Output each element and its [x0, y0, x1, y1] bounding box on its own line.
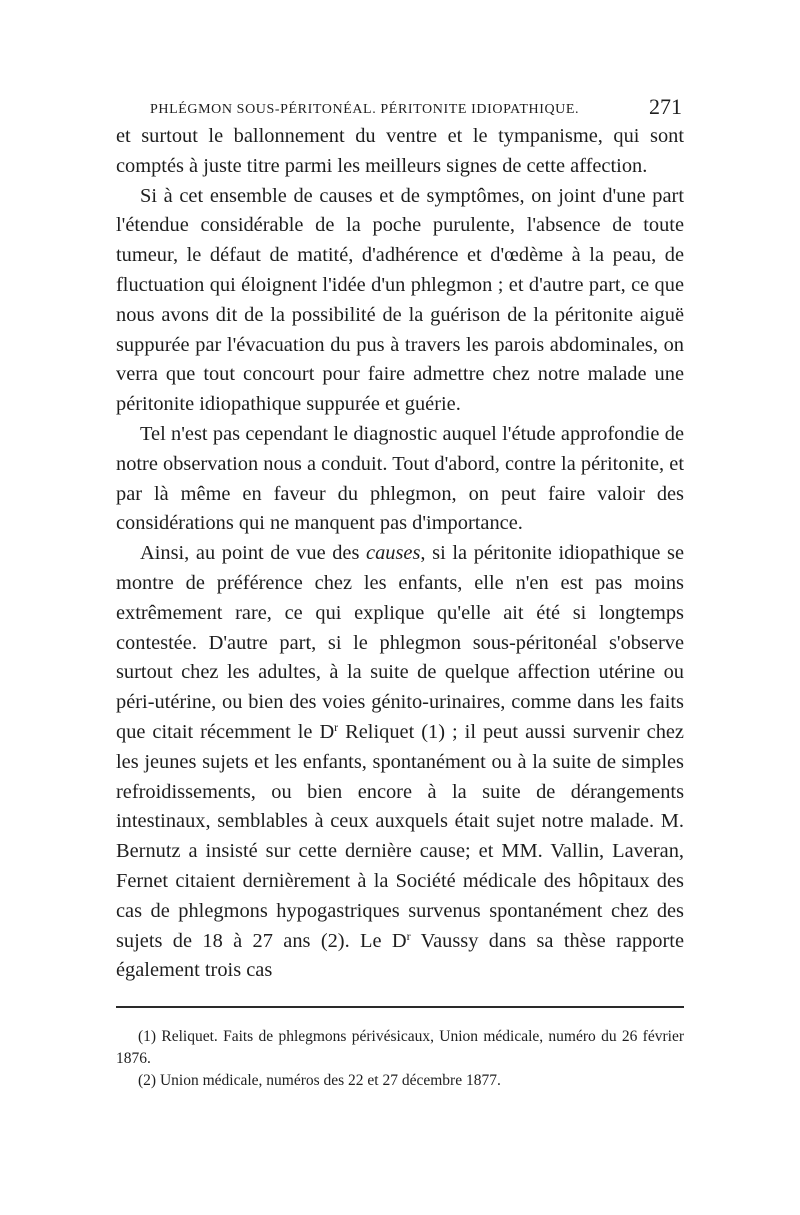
paragraph-4-part-c: Reliquet (1) ; il peut aussi survenir chez les jeunes sujets et les enfants, spontanément ou à la suite de simples refroidissements, ou bien encore à la suite de dérangements intestinaux, semblables à ceux auxquels était sujet notre malade. M. Bernutz a insisté sur cette dernière cause; et MM. Vallin, Laveran, Fernet citaient dernièrement à la Société médicale des hôpitaux des cas de phlegmons hypogastriques survenus spontanément chez des sujets de 18 à 27 ans (2). Le D — [116, 720, 684, 952]
page-number: 271 — [649, 94, 682, 119]
superscript-r-2: r — [406, 928, 411, 943]
footnote-divider — [116, 1006, 684, 1008]
book-page — [116, 92, 684, 1092]
paragraph-4-part-a: Ainsi, au point de vue des — [140, 542, 367, 565]
running-head — [116, 92, 684, 122]
superscript-r-1: r — [334, 719, 339, 734]
paragraph-4-part-d: Vaussy dans sa thèse rapporte également trois cas — [116, 929, 685, 982]
paragraph-4-part-b: , si la péritonite idiopathique se montre de préférence chez les enfants, elle n'en est pas moins extrêmement rare, ce qui explique qu'elle ait été si longtemps contestée. D'autre part, si le phlegmon sous-péritonéal s'observe surtout chez les adultes, à la suite de quelque affection utérine ou péri-utérine, ou bien des voies génito-urinaires, comme dans les faits que citait récemment le D — [116, 542, 684, 743]
body-text — [116, 122, 684, 986]
footnote-2: (2) Union médicale, numéros des 22 et 27 décembre 1877. — [138, 1072, 501, 1090]
emphasis-causes: causes — [366, 542, 421, 565]
footnotes — [116, 1026, 684, 1092]
paragraph-3: Tel n'est pas cependant le diagnostic auquel l'étude approfondie de notre observation nous a conduit. Tout d'abord, contre la péritonite, et par là même en faveur du phlegmon, on peut faire valoir des considérations qui ne manquent pas d'importance. — [116, 422, 684, 535]
paragraph-4 — [116, 539, 684, 986]
paragraph-2: Si à cet ensemble de causes et de symptômes, on joint d'une part l'étendue considérable de la poche purulente, l'absence de toute tumeur, le défaut de matité, d'adhérence et d'œdème à la peau, de fluctuation qui éloignent l'idée d'un phlegmon ; et d'autre part, ce que nous avons dit de la possibilité de la guérison de la péritonite aiguë suppurée par l'évacuation du pus à travers les parois abdominales, on verra que tout concourt pour faire admettre chez notre malade une péritonite idiopathique suppurée et guérie. — [116, 184, 684, 416]
running-head-title: PHLÉGMON SOUS-PÉRITONÉAL. PÉRITONITE IDIOPATHIQUE. — [150, 102, 580, 117]
footnote-1: (1) Reliquet. Faits de phlegmons périvésicaux, Union médicale, numéro du 26 février 1876. — [116, 1028, 684, 1068]
paragraph-1: et surtout le ballonnement du ventre et le tympanisme, qui sont comptés à juste titre parmi les meilleurs signes de cette affection. — [116, 125, 684, 177]
